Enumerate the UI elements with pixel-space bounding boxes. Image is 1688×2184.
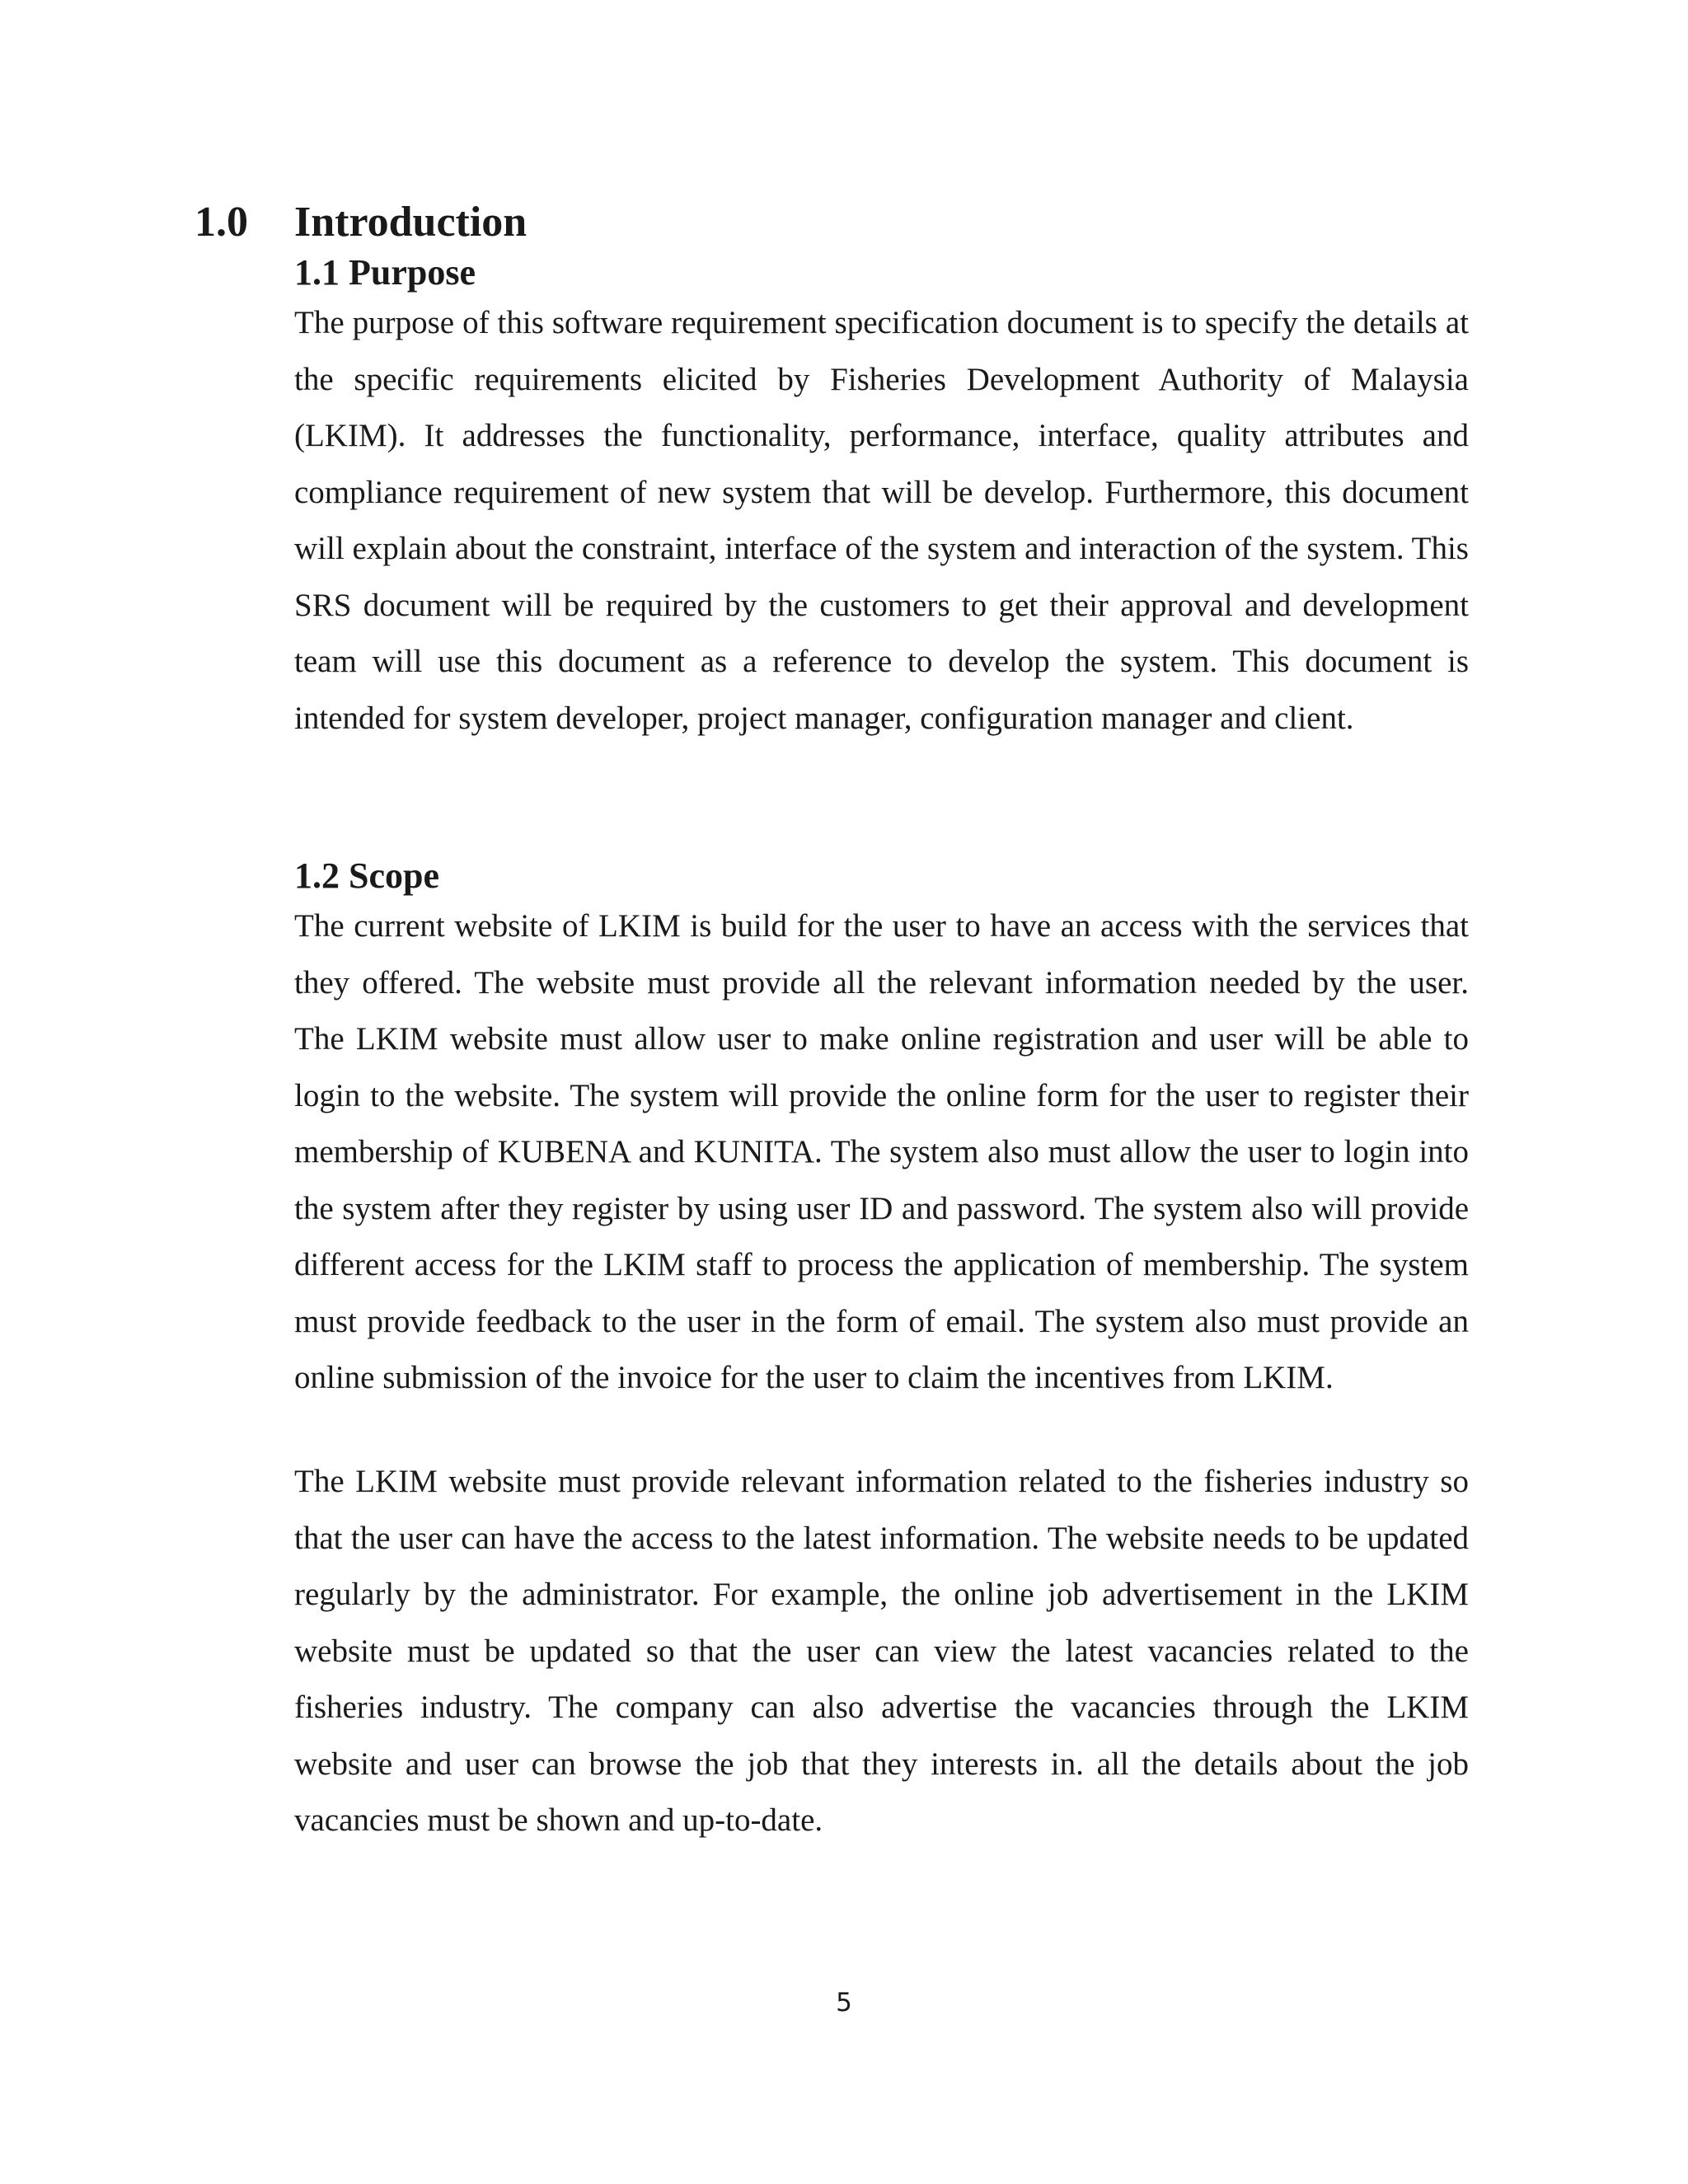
section-heading [195,196,527,249]
scope-paragraph-1: The current website of LKIM is build for the user to have an access with the services that they offered. The website must provide all the relevant information needed by the user. The LKIM website must allow user to make online registration and user will be able to login to the website. The system will provide the online form for the user to register their membership of KUBENA and KUNITA. The system also must allow the user to login into the system after they register by using user ID and password. The system also will provide different access for the LKIM staff to process the application of membership. The system must provide feedback to the user in the form of email. The system also must provide an online submission of the invoice for the user to claim the incentives from LKIM. [294,908,1469,1395]
scope-paragraph-2: The LKIM website must provide relevant information related to the fisheries industry so that the user can have the access to the latest information. The website needs to be updated regularly by the administrator. For example, the online job advertisement in the LKIM website must be updated so that the user can view the latest vacancies related to the fisheries industry. The company can also advertise the vacancies through the LKIM website and user can browse the job that they interests in. all the details about the job vacancies must be shown and up-to-date. [294,1464,1469,1838]
purpose-section [294,251,1469,747]
purpose-heading: 1.1 Purpose [294,252,476,293]
section-number: 1.0 [195,199,248,246]
purpose-paragraph: The purpose of this software requirement specification document is to specify the details at the specific requirements elicited by Fisheries Development Authority of Malaysia (LKIM). It addresses the functionality, performance, interface, quality attributes and compliance requirement of new system that will be develop. Furthermore, this document will explain about the constraint, interface of the system and interaction of the system. This SRS document will be required by the customers to get their approval and development team will use this document as a reference to develop the system. This document is intended for system developer, project manager, configuration manager and client. [294,305,1469,736]
section-title: Introduction [294,199,528,246]
scope-section [294,854,1469,1407]
scope-heading: 1.2 Scope [294,855,439,896]
page-number: 5 [836,1988,852,2018]
